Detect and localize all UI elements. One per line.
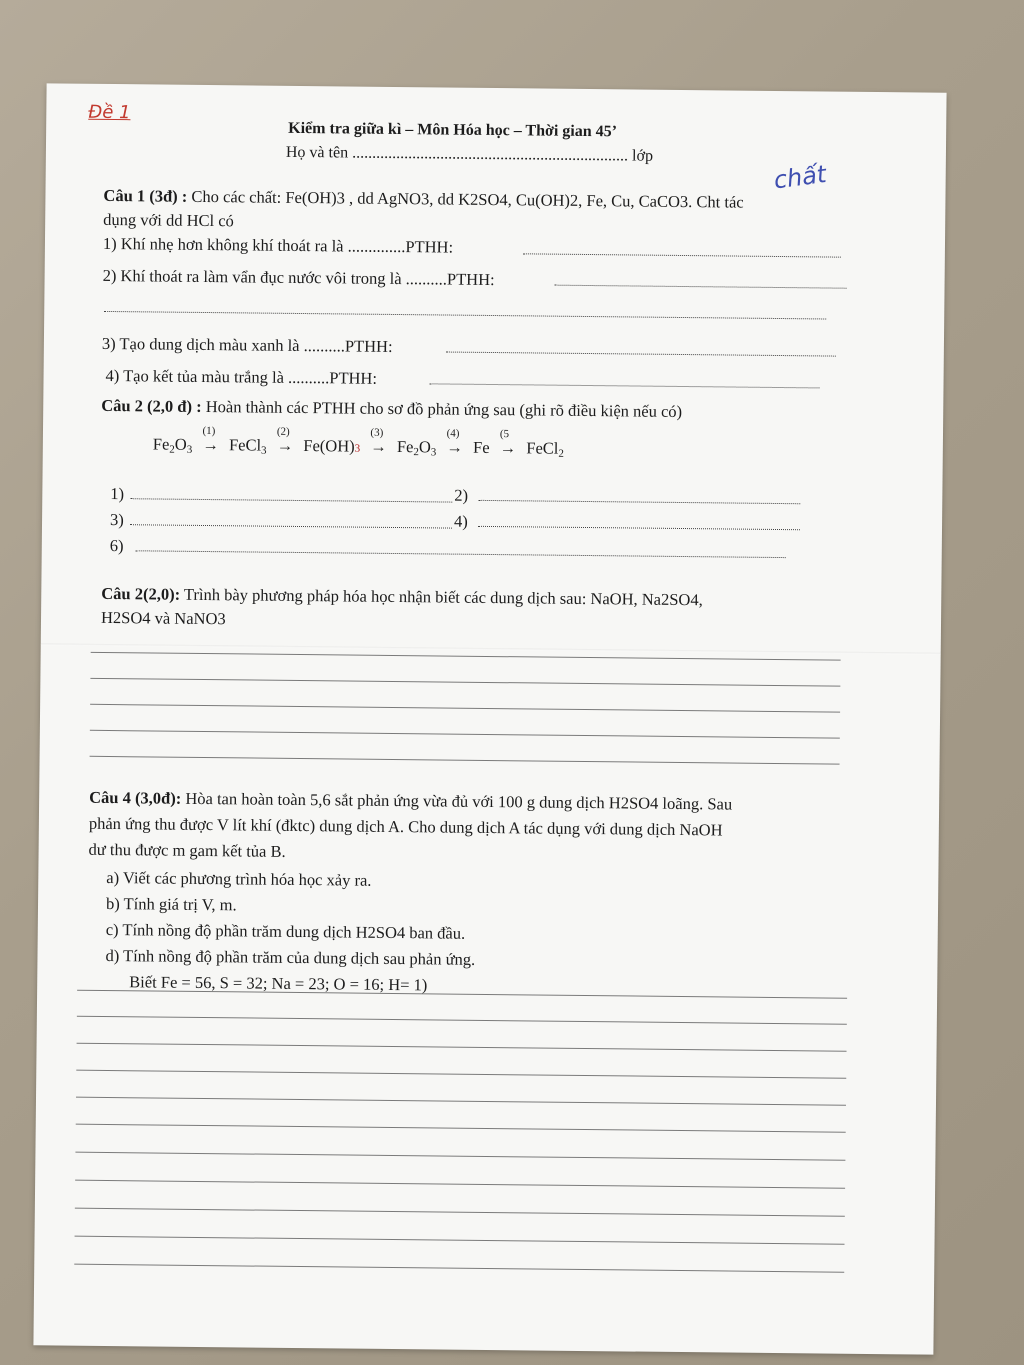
answer-line xyxy=(75,1236,845,1245)
answer-line xyxy=(76,1070,846,1079)
answer-line xyxy=(77,1016,847,1025)
q4-item-c: c) Tính nồng độ phần trăm dung dịch H2SO4 ban đầu. xyxy=(105,919,466,943)
species-fe2o3: $Fe_2O_3$ xyxy=(396,437,437,459)
answer-line xyxy=(130,524,452,528)
answer-line xyxy=(130,498,452,502)
exam-title: Kiểm tra giữa kì – Môn Hóa học – Thời gian 45’ xyxy=(288,119,618,141)
answer-line xyxy=(74,1264,844,1273)
name-class-line: Họ và tên ..................................................................... lớp xyxy=(285,143,654,165)
answer-line xyxy=(90,678,840,687)
q2-answer-4: 4) xyxy=(453,511,468,531)
q2-text: Hoàn thành các PTHH cho sơ đồ phản ứng sau (ghi rõ điều kiện nếu có) xyxy=(201,396,683,421)
species-fe: Fe xyxy=(473,437,490,457)
q4-text-line1: Hòa tan hoàn toàn 5,6 sắt phản ứng vừa đủ với 100 g dung dịch H2SO4 loãng. Sau xyxy=(181,788,733,814)
reaction-scheme xyxy=(152,424,564,462)
handwritten-chat-note: chất xyxy=(772,159,828,195)
answer-line xyxy=(75,1152,845,1161)
q1-text-line1: Cho các chất: Fe(OH)3 , dd AgNO3, dd K2SO4, Cu(OH)2, Fe, Cu, CaCO3. Cht tác xyxy=(187,186,744,212)
answer-line xyxy=(75,1208,845,1217)
answer-line xyxy=(77,1043,847,1052)
arrow-2: (2) → xyxy=(276,425,294,455)
species-fecl3: FeCl$_3$ xyxy=(228,435,267,457)
arrow-5: (5 → xyxy=(499,428,517,458)
q1-text-line2: dụng với dd HCl có xyxy=(103,209,234,231)
q1-item-2: 2) Khí thoát ra làm vẩn đục nước vôi trong là ..........PTHH: xyxy=(102,265,495,290)
q1-heading: Câu 1 (3đ) : xyxy=(103,185,188,206)
answer-line xyxy=(136,550,786,558)
q2-answer-1: 1) xyxy=(110,484,125,504)
answer-line xyxy=(523,253,841,257)
q4-item-d: d) Tính nồng độ phần trăm của dung dịch sau phản ứng. xyxy=(105,945,476,969)
answer-line xyxy=(446,352,836,357)
species-fe2o3-start: $Fe_2O_3$ xyxy=(152,434,193,456)
q2-line xyxy=(101,394,682,424)
exam-paper xyxy=(33,83,946,1354)
answer-line xyxy=(478,526,800,530)
q2-answer-3: 3) xyxy=(109,510,124,530)
answer-line xyxy=(75,1180,845,1189)
arrow-4: (4) → xyxy=(446,427,464,457)
species-feoh-mark: 3 xyxy=(354,442,361,455)
q3-text-line2: H2SO4 và NaNO3 xyxy=(100,607,226,629)
species-feoh: Fe(OH) xyxy=(303,436,355,456)
answer-line xyxy=(90,730,840,739)
q4-item-b: b) Tính giá trị V, m. xyxy=(105,893,237,915)
answer-line xyxy=(90,756,840,765)
q4-given-values: Biết Fe = 56, S = 32; Na = 23; O = 16; H= 1) xyxy=(129,972,428,995)
answer-line xyxy=(430,383,820,388)
handwritten-de-note: Đề 1 xyxy=(88,101,131,124)
answer-line xyxy=(76,1124,846,1133)
q4-text-line3: dư thu được m gam kết tủa B. xyxy=(88,839,286,861)
q1-item-4: 4) Tạo kết tủa màu trắng là ..........PTHH: xyxy=(105,365,378,388)
q2-answer-2: 2) xyxy=(454,485,469,505)
answer-line xyxy=(555,285,847,289)
answer-line xyxy=(478,500,800,504)
q3-text-line1: Trình bày phương pháp hóa học nhận biết các dung dịch sau: NaOH, Na2SO4, xyxy=(180,584,703,610)
answer-line xyxy=(104,311,826,320)
answer-line xyxy=(90,704,840,713)
q4-heading: Câu 4 (3,0đ): xyxy=(89,787,182,808)
q2-answer-6: 6) xyxy=(109,536,124,556)
species-fecl2: FeCl$_2$ xyxy=(526,438,564,460)
q3-heading: Câu 2(2,0): xyxy=(101,583,181,604)
q1-item-3: 3) Tạo dung dịch màu xanh là ..........PTHH: xyxy=(101,333,393,356)
q4-text-line2: phản ứng thu được V lít khí (đktc) dung dịch A. Cho dung dịch A tác dụng với dung dịch NaOH xyxy=(88,813,723,840)
q1-item-1: 1) Khí nhẹ hơn không khí thoát ra là ..............PTHH: xyxy=(102,233,454,257)
arrow-3: (3) → xyxy=(370,426,387,456)
arrow-1: (1) → xyxy=(202,424,220,455)
answer-line xyxy=(76,1097,846,1106)
q2-heading: Câu 2 (2,0 đ) : xyxy=(101,395,202,416)
q4-item-a: a) Viết các phương trình hóa học xảy ra. xyxy=(106,867,372,890)
answer-line xyxy=(91,652,841,661)
